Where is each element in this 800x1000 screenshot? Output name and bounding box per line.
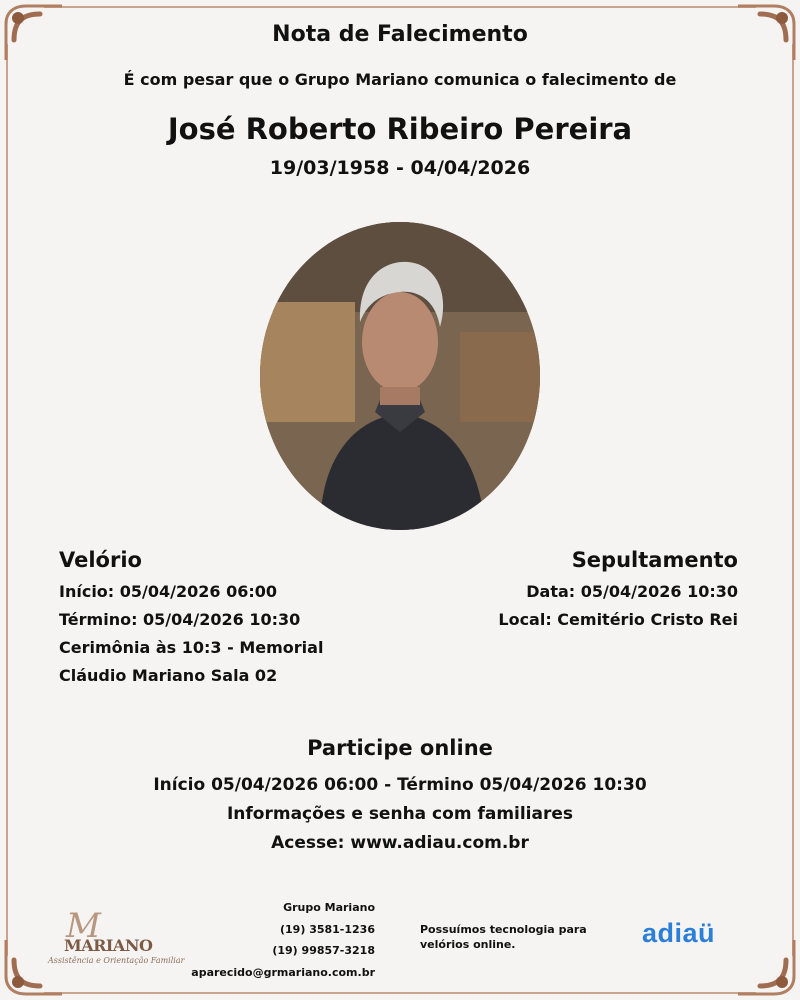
phone-landline[interactable]: (19) 3581-1236 (280, 922, 375, 936)
velorio-end: Término: 05/04/2026 10:30 (59, 610, 301, 629)
life-dates: 19/03/1958 - 04/04/2026 (269, 157, 531, 179)
tech-note: Possuímos tecnologia para velórios online. (420, 923, 587, 951)
contact-block (191, 897, 375, 983)
velorio-heading: Velório (59, 548, 142, 572)
online-schedule: Início 05/04/2026 06:00 - Término 05/04/2026 10:30 (153, 775, 647, 795)
logo-tagline: Assistência e Orientação Familiar (48, 956, 185, 965)
velorio-location: Cláudio Mariano Sala 02 (59, 666, 278, 685)
announcement-text: É com pesar que o Grupo Mariano comunica o falecimento de (123, 70, 677, 89)
sepultamento-heading: Sepultamento (571, 548, 738, 572)
frame-border-bottom (44, 992, 756, 994)
logo-mark: M (66, 906, 101, 946)
online-heading: Participe online (307, 736, 493, 760)
corner-ornament-icon (730, 930, 800, 1000)
velorio-ceremony: Cerimônia às 10:3 - Memorial (59, 638, 324, 657)
page-title: Nota de Falecimento (272, 22, 528, 47)
sepultamento-section (408, 548, 738, 634)
frame-border-top (44, 6, 756, 8)
adiau-logo: adiaü (642, 918, 716, 948)
mariano-logo (48, 906, 185, 968)
phone-mobile[interactable]: (19) 99857-3218 (272, 944, 375, 957)
velorio-section (59, 548, 389, 690)
portrait-photo (260, 222, 540, 530)
online-link[interactable]: Acesse: www.adiau.com.br (271, 833, 529, 853)
online-info: Informações e senha com familiares (226, 804, 574, 824)
sepultamento-place: Local: Cemitério Cristo Rei (498, 610, 738, 629)
company-name: Grupo Mariano (283, 901, 375, 914)
velorio-start: Início: 05/04/2026 06:00 (59, 582, 278, 601)
deceased-name: José Roberto Ribeiro Pereira (167, 112, 633, 146)
logo-wordmark: MARIANO (64, 936, 153, 955)
sepultamento-date: Data: 05/04/2026 10:30 (526, 582, 738, 601)
contact-email[interactable]: aparecido@grmariano.com.br (191, 965, 375, 979)
